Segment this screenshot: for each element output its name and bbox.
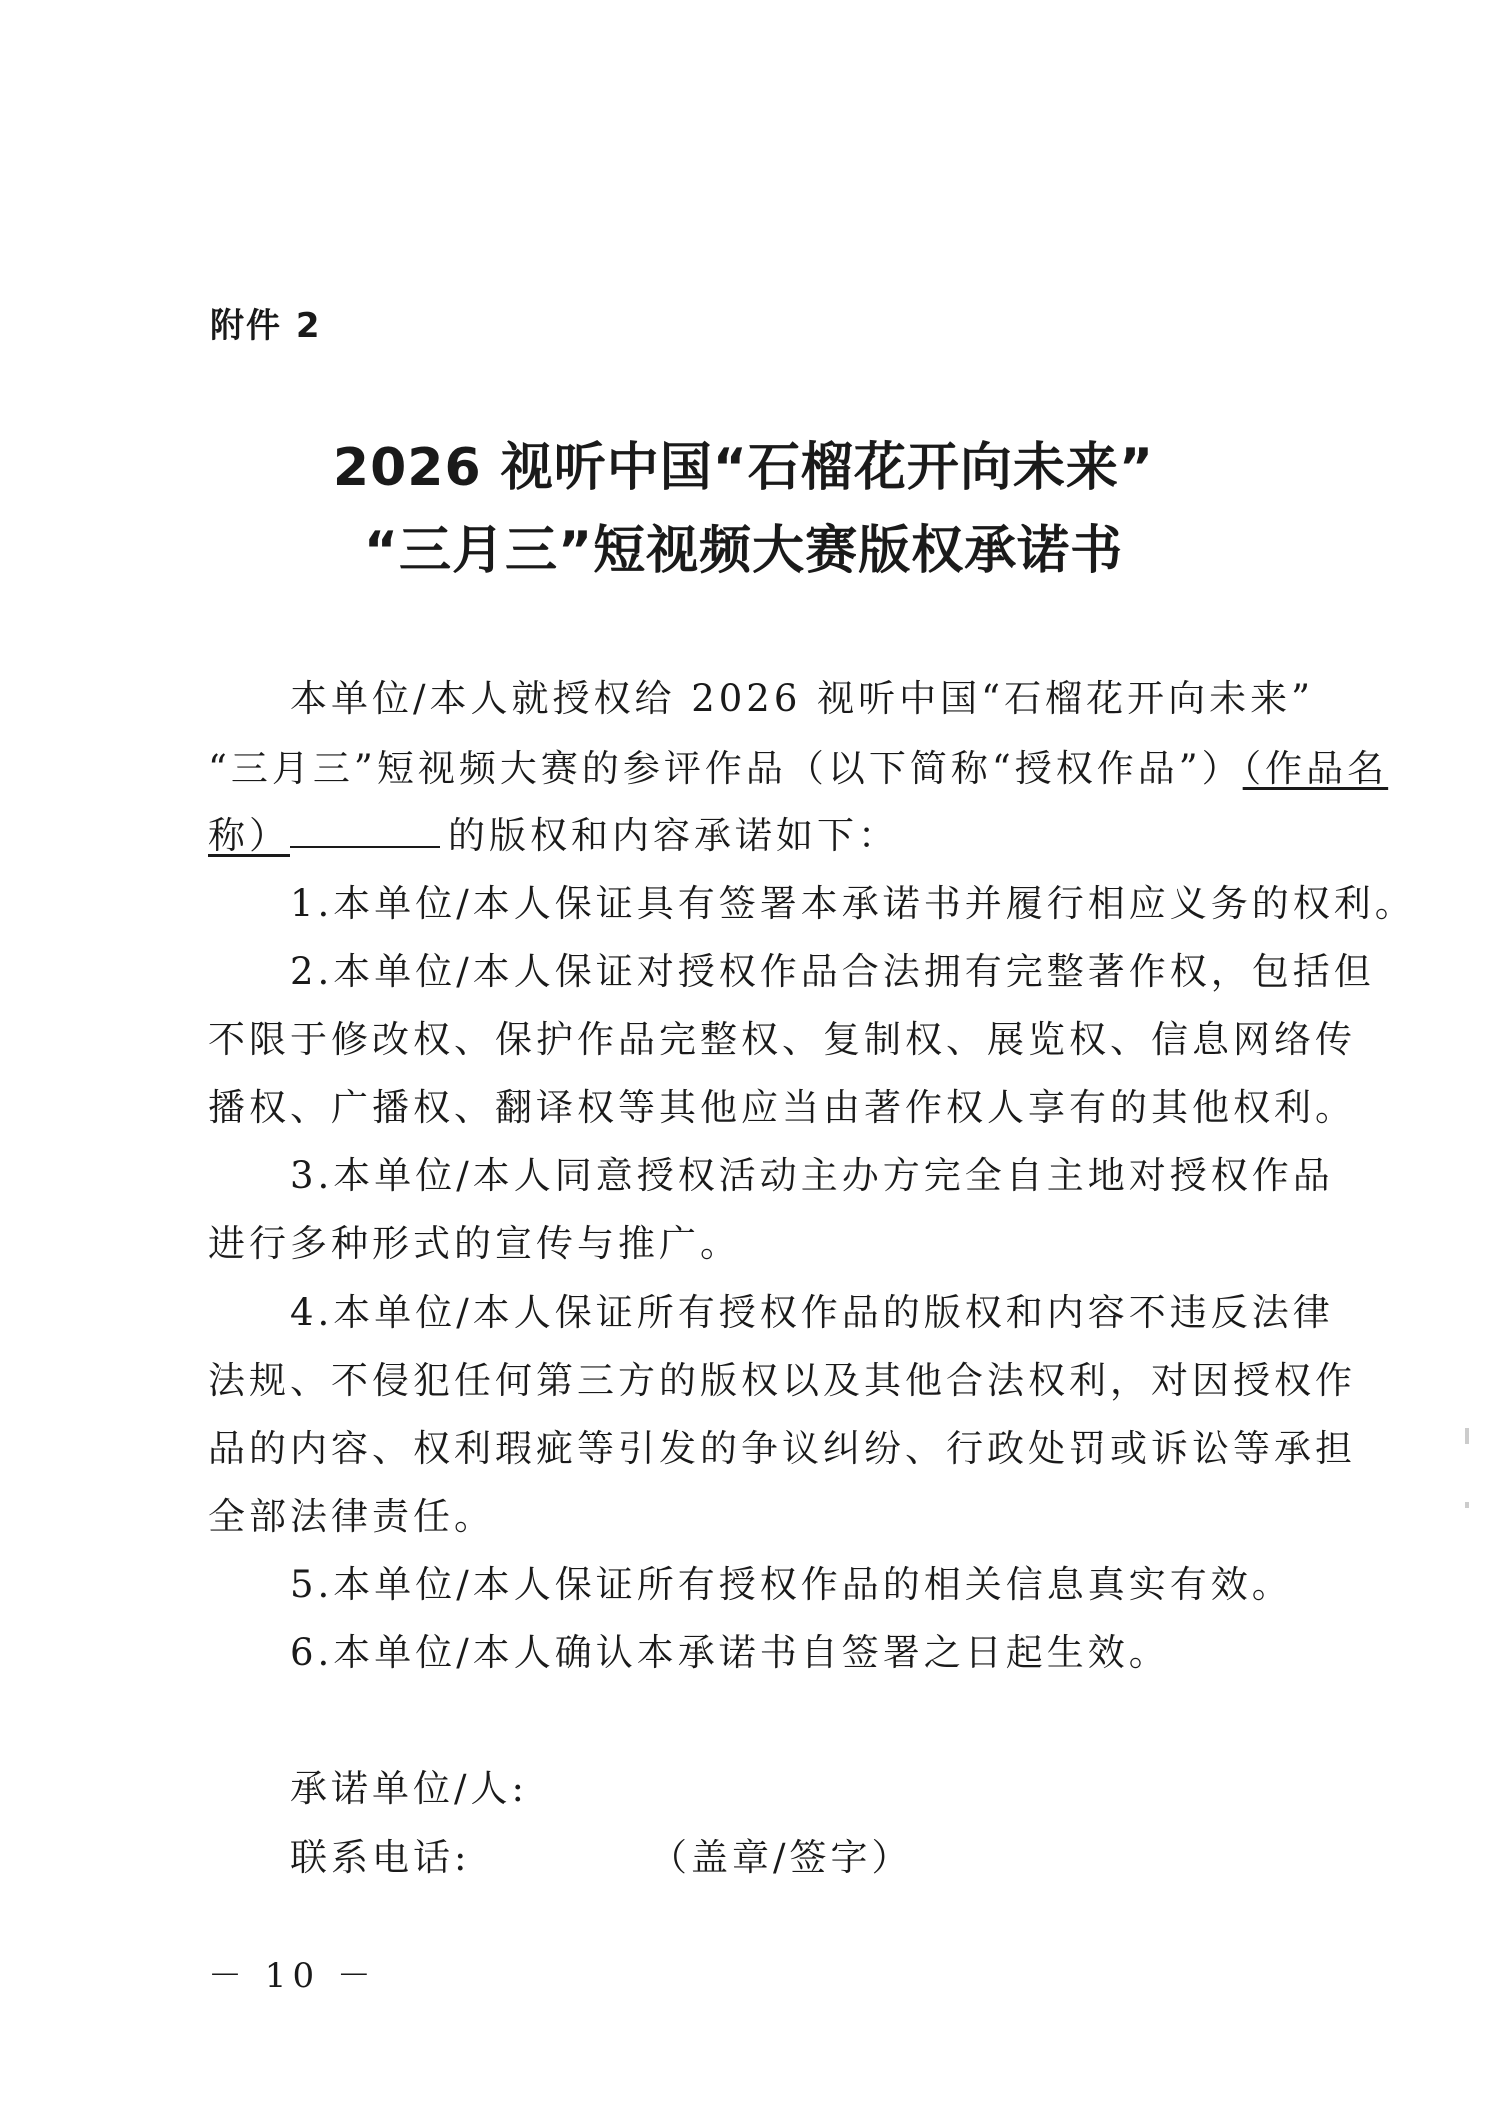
intro-line-3 bbox=[208, 805, 1308, 859]
clause-2-line-1: 2.本单位/本人保证对授权作品合法拥有完整著作权，包括但 bbox=[290, 950, 1375, 993]
clause-6: 6.本单位/本人确认本承诺书自签署之日起生效。 bbox=[290, 1631, 1170, 1674]
document-title-line-1: 2026 视听中国“石榴花开向未来” bbox=[332, 438, 1155, 498]
page-number: － 10 － bbox=[208, 1956, 377, 1996]
clause-2-line-3: 播权、广播权、翻译权等其他应当由著作权人享有的其他权利。 bbox=[208, 1086, 1356, 1129]
clause-4-line-3: 品的内容、权利瑕疵等引发的争议纠纷、行政处罚或诉讼等承担 bbox=[208, 1427, 1356, 1470]
work-name-blank[interactable] bbox=[290, 845, 440, 848]
clause-3-line-1: 3.本单位/本人同意授权活动主办方完全自主地对授权作品 bbox=[290, 1154, 1334, 1197]
clause-5: 5.本单位/本人保证所有授权作品的相关信息真实有效。 bbox=[290, 1563, 1293, 1606]
clause-3-line-2: 进行多种形式的宣传与推广。 bbox=[208, 1222, 741, 1265]
intro-line-2 bbox=[208, 738, 1389, 792]
intro-line-3-rest: 的版权和内容承诺如下： bbox=[448, 814, 899, 857]
clause-2-line-2: 不限于修改权、保护作品完整权、复制权、展览权、信息网络传 bbox=[208, 1018, 1356, 1061]
clause-4-line-1: 4.本单位/本人保证所有授权作品的版权和内容不违反法律 bbox=[290, 1291, 1334, 1334]
document-title-line-2: “三月三”短视频大赛版权承诺书 bbox=[363, 521, 1124, 581]
work-name-field-end: 称） bbox=[208, 814, 290, 857]
clause-4-line-4: 全部法律责任。 bbox=[208, 1495, 495, 1538]
scan-edge-mark bbox=[1465, 1502, 1469, 1508]
scan-edge-mark bbox=[1465, 1428, 1469, 1444]
intro-line-1: 本单位/本人就授权给 2026 视听中国“石榴花开向未来” bbox=[290, 677, 1314, 720]
clause-1: 1.本单位/本人保证具有签署本承诺书并履行相应义务的权利。 bbox=[290, 882, 1416, 925]
seal-signature-note: （盖章/签字） bbox=[650, 1836, 913, 1879]
work-name-field-start: （作品名 bbox=[1242, 747, 1389, 790]
attachment-label: 附件 2 bbox=[210, 306, 322, 346]
clause-4-line-2: 法规、不侵犯任何第三方的版权以及其他合法权利，对因授权作 bbox=[208, 1359, 1356, 1402]
phone-label: 联系电话: bbox=[290, 1836, 471, 1879]
promisor-label: 承诺单位/人: bbox=[290, 1767, 528, 1810]
intro-line-2-main: “三月三”短视频大赛的参评作品（以下简称“授权作品”） bbox=[208, 747, 1243, 790]
